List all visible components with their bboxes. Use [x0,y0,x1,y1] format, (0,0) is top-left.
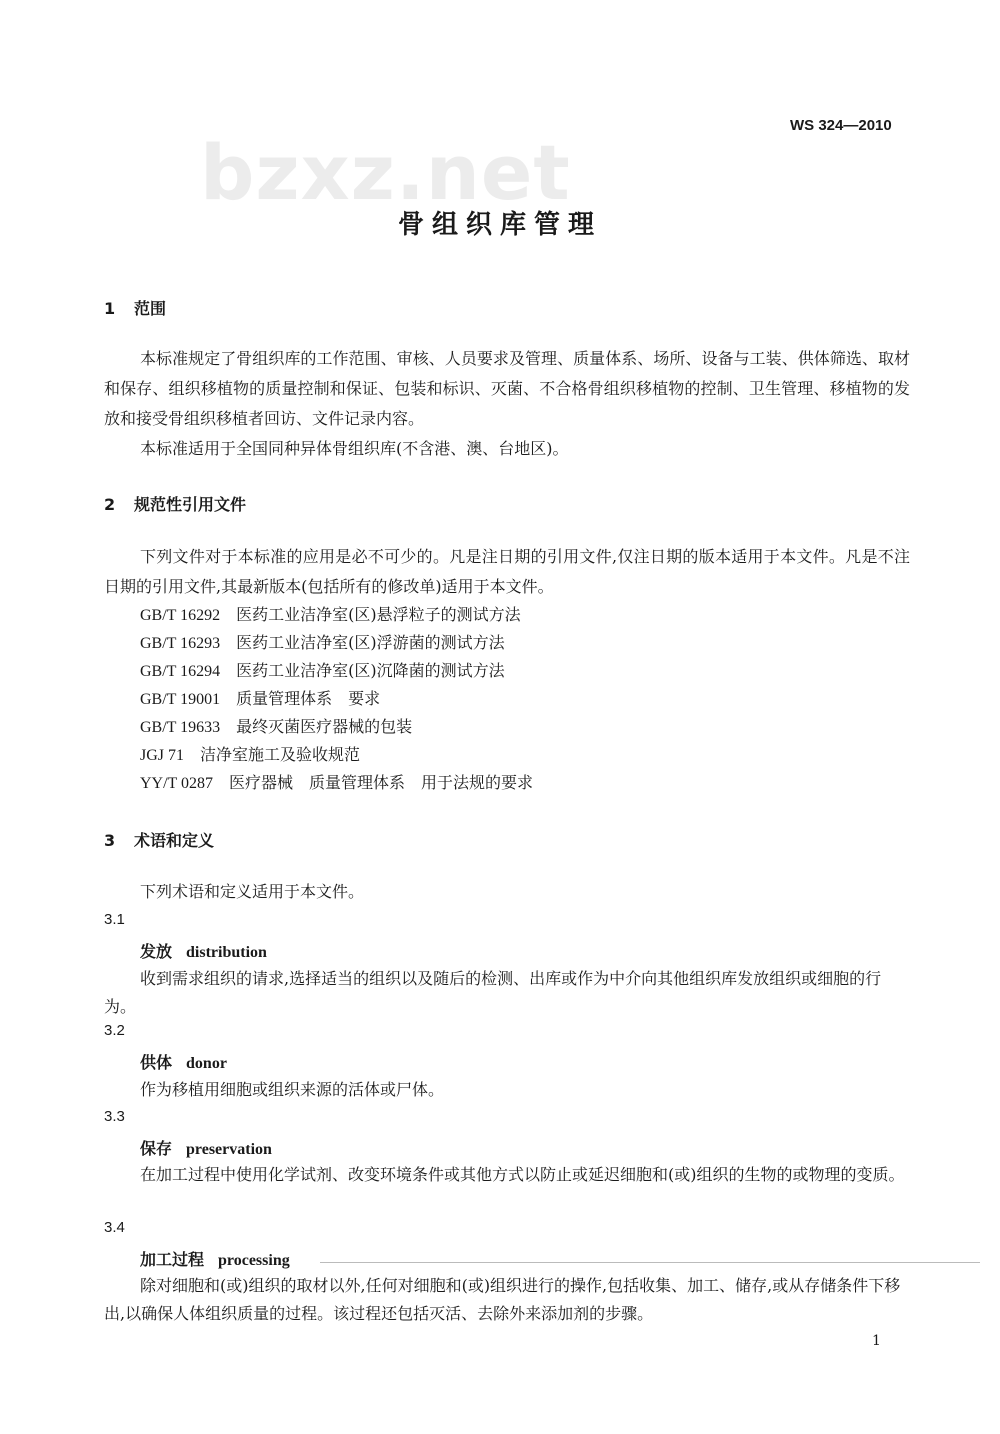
document-title: 骨组织库管理 [397,210,602,240]
section-heading [104,492,246,515]
term-chinese: 加工过程 [140,1250,205,1269]
clause-number: 3.3 [104,1108,125,1125]
term-chinese: 保存 [140,1139,173,1158]
term-entry [140,1136,272,1159]
term-definition: 在加工过程中使用化学试剂、改变环境条件或其他方式以防止或延迟细胞和(或)组织的生物的或物理的变质。 [140,1165,905,1184]
page-number: 1 [872,1333,881,1349]
term-english: preservation [186,1141,272,1158]
reference-title: 医疗器械 质量管理体系 用于法规的要求 [229,773,534,792]
section-title: 规范性引用文件 [134,495,247,514]
reference-title: 洁净室施工及验收规范 [200,745,361,764]
section-number: 1 [104,299,116,318]
scan-noise-line [320,1262,980,1263]
term-chinese: 发放 [140,942,173,961]
section-heading [104,296,166,319]
reference-item [140,602,521,625]
paragraph: 本标准适用于全国同种异体骨组织库(不含港、澳、台地区)。 [140,439,569,458]
term-definition: 除对细胞和(或)组织的取材以外,任何对细胞和(或)组织进行的操作,包括收集、加工、储存,或从存储条件下移出,以确保人体组织质量的过程。该过程还包括灭活、去除外来添加剂的步骤。 [104,1276,901,1323]
reference-code: GB/T 16292 [140,607,221,624]
section-title: 术语和定义 [134,831,215,850]
reference-title: 医药工业洁净室(区)悬浮粒子的测试方法 [236,605,521,624]
term-chinese: 供体 [140,1053,173,1072]
section-number: 3 [104,831,116,850]
term-english: donor [186,1055,227,1072]
reference-code: JGJ 71 [140,747,185,764]
section-number: 2 [104,495,116,514]
reference-code: GB/T 19633 [140,719,221,736]
reference-item [140,714,412,737]
reference-title: 最终灭菌医疗器械的包装 [236,717,413,736]
section-title: 范围 [134,299,167,318]
reference-item [140,630,505,653]
term-entry [140,1050,227,1073]
reference-item [140,686,380,709]
reference-code: GB/T 16294 [140,663,221,680]
reference-item [140,658,505,681]
term-english: distribution [186,944,267,961]
clause-number: 3.4 [104,1219,125,1236]
paragraph: 下列文件对于本标准的应用是必不可少的。凡是注日期的引用文件,仅注日期的版本适用于本文件。凡是不注日期的引用文件,其最新版本(包括所有的修改单)适用于本文件。 [104,547,910,596]
reference-item [140,770,533,793]
term-definition: 作为移植用细胞或组织来源的活体或尸体。 [140,1080,445,1099]
term-definition: 收到需求组织的请求,选择适当的组织以及随后的检测、出库或作为中介向其他组织库发放组织或细胞的行为。 [104,969,882,1016]
standard-number: WS 324—2010 [790,117,892,134]
reference-title: 医药工业洁净室(区)浮游菌的测试方法 [236,633,505,652]
term-entry [140,939,267,962]
reference-title: 医药工业洁净室(区)沉降菌的测试方法 [236,661,505,680]
reference-item [140,742,360,765]
watermark: bzxz.net [200,128,571,217]
clause-number: 3.2 [104,1022,125,1039]
term-english: processing [218,1252,290,1269]
section-heading [104,828,214,851]
reference-code: GB/T 19001 [140,691,221,708]
reference-title: 质量管理体系 要求 [236,689,381,708]
paragraph: 本标准规定了骨组织库的工作范围、审核、人员要求及管理、质量体系、场所、设备与工装、供体筛选、取材和保存、组织移植物的质量控制和保证、包装和标识、灭菌、不合格骨组织移植物的控制、卫生管理、移植物的发放和接受骨组织移植者回访、文件记录内容。 [104,349,910,428]
clause-number: 3.1 [104,911,125,928]
reference-code: YY/T 0287 [140,775,214,792]
term-entry [140,1247,290,1270]
paragraph: 下列术语和定义适用于本文件。 [140,882,365,901]
reference-code: GB/T 16293 [140,635,221,652]
